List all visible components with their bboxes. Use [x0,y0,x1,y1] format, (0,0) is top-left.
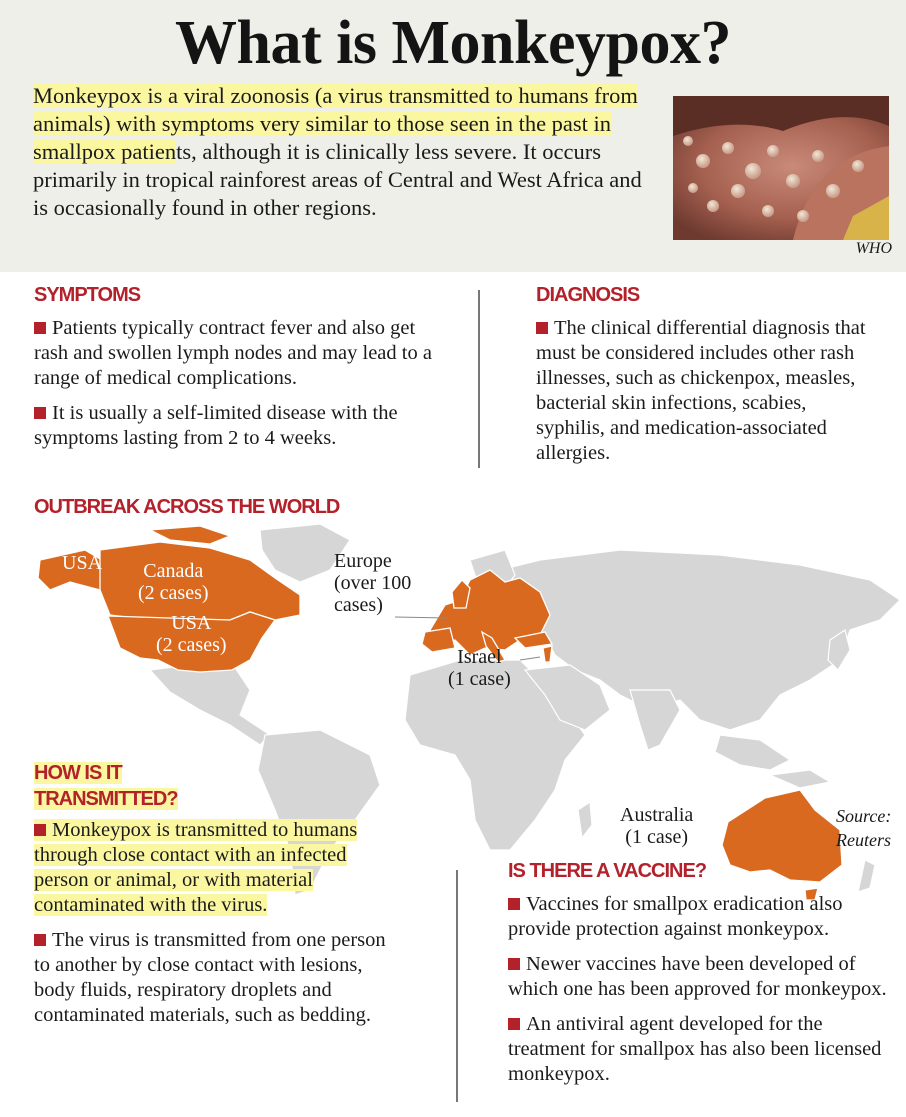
list-item: An antiviral agent developed for the treatment for smallpox has also been licensed monkeypox. [508,1013,882,1085]
list-item: Newer vaccines have been developed of which one has been approved for monkeypox. [508,953,887,1000]
symptoms-heading: SYMPTOMS [34,284,141,306]
map-label-usa-alaska: USA [62,552,103,574]
monkeypox-rash-photo-icon [673,96,889,240]
bullet-square-icon [508,1018,520,1030]
list-item: Patients typically contract fever and also get rash and swollen lymph nodes and may lead to a range of medical complications. [34,317,432,389]
list-item: Monkeypox is transmitted to humans through close contact with an infected person or animal, or with material contaminated with the virus. [34,819,358,916]
vaccine-heading: IS THERE A VACCINE? [508,860,707,882]
list-item: It is usually a self-limited disease with the symptoms lasting from 2 to 4 weeks. [34,402,398,449]
bullet-square-icon [34,322,46,334]
outbreak-heading: OUTBREAK ACROSS THE WORLD [34,496,340,518]
diagnosis-list [536,316,876,476]
bullet-square-icon [536,322,548,334]
map-label-canada: Canada (2 cases) [138,560,209,604]
list-item: The virus is transmitted from one person to another by close contact with lesions, body fluids, respiratory droplets and contaminated materials, such as bedding. [34,929,386,1026]
map-source: Source: Reuters [836,806,892,850]
list-item: Vaccines for smallpox eradication also provide protection against monkeypox. [508,893,843,940]
bullet-square-icon [34,407,46,419]
map-label-europe: Europe (over 100 cases) [334,550,412,616]
column-divider [478,290,480,468]
intro-paragraph [33,82,653,222]
list-item: The clinical differential diagnosis that must be considered includes other rash illnesses, such as chickenpox, measles, bacterial skin infections, scabies, syphilis, and medication-associated allergies. [536,317,866,464]
bullet-square-icon [34,934,46,946]
bullet-square-icon [508,958,520,970]
diagnosis-heading: DIAGNOSIS [536,284,640,306]
symptoms-list [34,316,454,461]
vaccine-list [508,892,893,1097]
transmission-heading: HOW IS IT TRANSMITTED? [34,762,178,810]
bullet-square-icon [34,824,46,836]
intro-highlighted-text: Monkeypox is a viral zoonosis (a virus transmitted to humans from animals) with symptoms very similar to those seen in the past in smallpox patien [33,83,638,164]
transmission-list [34,818,404,1038]
map-label-australia: Australia (1 case) [620,804,694,848]
photo-credit: WHO [855,240,892,257]
map-label-usa: USA (2 cases) [156,612,227,656]
intro-rest-text: ts, although it is clinically less severe. It occurs primarily in tropical rainforest areas of Central and West Africa and is occasionally found in other regions. [33,139,642,220]
page-title: What is Monkeypox? [175,9,731,77]
column-divider [456,870,458,1102]
map-label-israel: Israel (1 case) [448,646,511,690]
bullet-square-icon [508,898,520,910]
